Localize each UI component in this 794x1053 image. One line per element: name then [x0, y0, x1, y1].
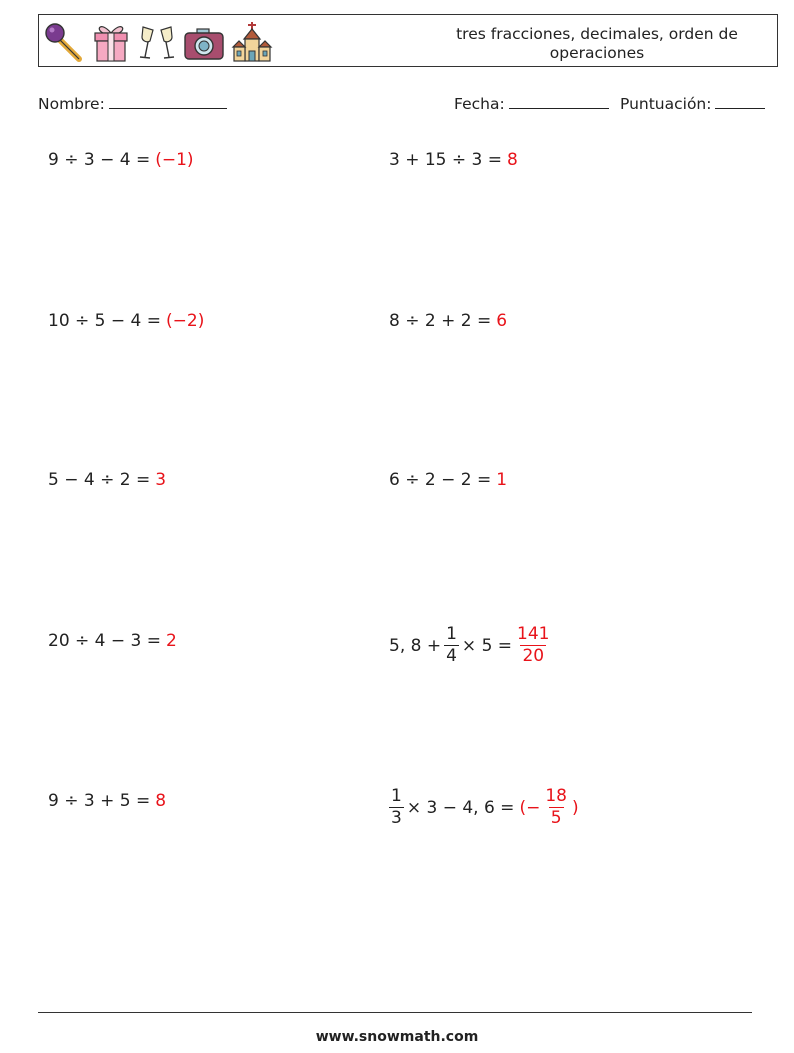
- problem-1: [48, 150, 194, 170]
- problem-answer: (−2): [166, 311, 205, 331]
- problem-expression: 3 + 15 ÷ 3 =: [389, 150, 503, 170]
- gift-icon: [91, 21, 131, 63]
- problem-6: [389, 470, 507, 490]
- name-blank[interactable]: [109, 94, 227, 109]
- problem-expression-tail: × 3 − 4, 6 =: [406, 797, 515, 818]
- answer-numerator: 18: [545, 786, 567, 806]
- fraction: [389, 788, 404, 827]
- fraction-denominator: 4: [446, 646, 457, 666]
- problem-answer: (−1): [155, 150, 194, 170]
- problem-answer: 1: [496, 470, 508, 490]
- date-label: Fecha:: [454, 95, 505, 113]
- problem-expression: 9 ÷ 3 − 4 =: [48, 150, 151, 170]
- problem-expression-tail: × 5 =: [461, 635, 513, 656]
- score-label: Puntuación:: [620, 95, 712, 113]
- worksheet-header: [38, 14, 778, 67]
- problem-expression: 20 ÷ 4 − 3 =: [48, 631, 162, 651]
- problem-expression: 8 ÷ 2 + 2 =: [389, 311, 492, 331]
- answer-fraction: [543, 788, 569, 827]
- date-blank[interactable]: [509, 94, 609, 109]
- problem-expression: 10 ÷ 5 − 4 =: [48, 311, 162, 331]
- worksheet-title: tres fracciones, decimales, orden de operaciones: [456, 25, 738, 62]
- problem-9: [48, 791, 166, 811]
- answer-denominator: 20: [522, 646, 545, 666]
- problem-answer: 2: [166, 631, 177, 651]
- answer-open-paren: (−: [519, 797, 541, 818]
- fraction: [444, 626, 459, 665]
- answer-numerator: 141: [517, 624, 550, 644]
- problem-answer: 6: [496, 311, 508, 331]
- microphone-icon: [43, 21, 85, 63]
- problem-expression: 6 ÷ 2 − 2 =: [389, 470, 492, 490]
- camera-icon: [183, 21, 225, 63]
- problem-4: [389, 311, 507, 331]
- problem-10: [386, 788, 579, 827]
- footer-divider: [38, 1012, 752, 1013]
- footer-website[interactable]: www.snowmath.com: [315, 1029, 479, 1045]
- problem-answer: 8: [155, 791, 167, 811]
- name-label: Nombre:: [38, 95, 105, 113]
- champagne-glasses-icon: [137, 21, 177, 63]
- problem-8: [389, 626, 555, 665]
- name-field: [38, 94, 227, 113]
- church-icon: [231, 21, 273, 63]
- problem-answer: 3: [155, 470, 167, 490]
- problem-expression: 9 ÷ 3 + 5 =: [48, 791, 151, 811]
- score-field: [620, 94, 765, 113]
- answer-close-paren: ): [571, 797, 579, 818]
- fraction-numerator: 1: [446, 624, 457, 644]
- problem-expression-lead: 5, 8 +: [389, 635, 442, 656]
- date-field: [454, 94, 609, 113]
- answer-fraction: [515, 626, 551, 665]
- answer-denominator: 5: [550, 808, 562, 828]
- problem-7: [48, 631, 177, 651]
- problem-answer: 8: [507, 150, 518, 170]
- problem-3: [48, 311, 204, 331]
- score-blank[interactable]: [715, 94, 765, 109]
- problem-5: [48, 470, 166, 490]
- problem-expression: 5 − 4 ÷ 2 =: [48, 470, 151, 490]
- problem-2: [389, 150, 518, 170]
- header-icons: [43, 21, 273, 63]
- fraction-denominator: 3: [391, 808, 402, 828]
- fraction-numerator: 1: [391, 786, 402, 806]
